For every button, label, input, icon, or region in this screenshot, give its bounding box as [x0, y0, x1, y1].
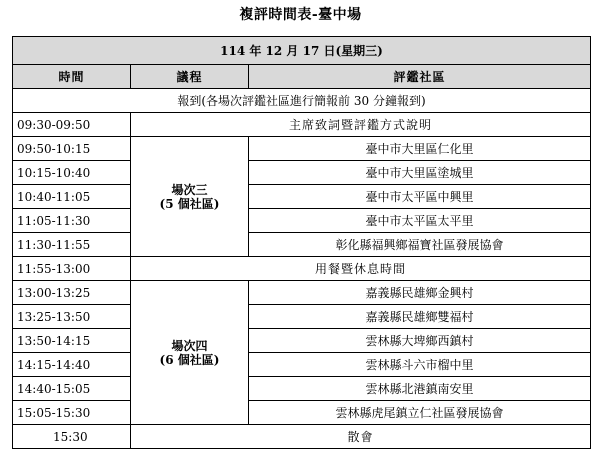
session4-time-1: 13:25-13:50 [13, 305, 131, 329]
table-row [13, 137, 591, 161]
page-title: 複評時間表-臺中場 [239, 7, 362, 23]
session3-name: 場次三 [171, 182, 208, 197]
session4-community-0: 嘉義縣民雄鄉金興村 [249, 281, 591, 305]
table-row [13, 161, 591, 185]
lunch-row [13, 257, 591, 281]
session4-community-5: 雲林縣虎尾鎮立仁社區發展協會 [249, 401, 591, 425]
table-row [13, 377, 591, 401]
session4-time-5: 15:05-15:30 [13, 401, 131, 425]
opening-row [13, 113, 591, 137]
session3-time-2: 10:40-11:05 [13, 185, 131, 209]
session4-time-2: 13:50-14:15 [13, 329, 131, 353]
session3-community-4: 彰化縣福興鄉福寶社區發展協會 [249, 233, 591, 257]
session4-time-0: 13:00-13:25 [13, 281, 131, 305]
closing-time: 15:30 [13, 425, 131, 449]
checkin-row [13, 89, 591, 113]
lunch-time: 11:55-13:00 [13, 257, 131, 281]
session3-time-1: 10:15-10:40 [13, 161, 131, 185]
table-row [13, 185, 591, 209]
column-header-time: 時間 [13, 65, 131, 89]
session4-name: 場次四 [171, 338, 208, 353]
session4-community-1: 嘉義縣民雄鄉雙福村 [249, 305, 591, 329]
session3-time-3: 11:05-11:30 [13, 209, 131, 233]
column-header-row [13, 65, 591, 89]
session4-community-3: 雲林縣斗六市榴中里 [249, 353, 591, 377]
session3-community-0: 臺中市大里區仁化里 [249, 137, 591, 161]
opening-time: 09:30-09:50 [13, 113, 131, 137]
table-row [13, 233, 591, 257]
session4-community-2: 雲林縣大埤鄉西鎮村 [249, 329, 591, 353]
session3-label [131, 137, 249, 257]
checkin-text: 報到(各場次評鑑社區進行簡報前 30 分鐘報到) [13, 89, 591, 113]
date-header: 114 年 12 月 17 日(星期三) [13, 37, 591, 65]
opening-text: 主席致詞暨評鑑方式說明 [131, 113, 591, 137]
session3-community-3: 臺中市太平區太平里 [249, 209, 591, 233]
closing-row [13, 425, 591, 449]
date-header-row [13, 37, 591, 65]
table-row [13, 209, 591, 233]
schedule-table [12, 36, 591, 449]
session4-count: (6 個社區) [159, 352, 220, 367]
session4-time-4: 14:40-15:05 [13, 377, 131, 401]
table-row [13, 329, 591, 353]
lunch-text: 用餐暨休息時間 [131, 257, 591, 281]
column-header-community: 評鑑社區 [249, 65, 591, 89]
table-row [13, 353, 591, 377]
closing-text: 散會 [131, 425, 591, 449]
session4-community-4: 雲林縣北港鎮南安里 [249, 377, 591, 401]
session4-time-3: 14:15-14:40 [13, 353, 131, 377]
session3-count: (5 個社區) [159, 196, 220, 211]
session4-label [131, 281, 249, 425]
session3-community-2: 臺中市太平區中興里 [249, 185, 591, 209]
session3-community-1: 臺中市大里區塗城里 [249, 161, 591, 185]
table-row [13, 305, 591, 329]
table-row [13, 281, 591, 305]
session3-time-4: 11:30-11:55 [13, 233, 131, 257]
session3-time-0: 09:50-10:15 [13, 137, 131, 161]
table-row [13, 401, 591, 425]
column-header-agenda: 議程 [131, 65, 249, 89]
